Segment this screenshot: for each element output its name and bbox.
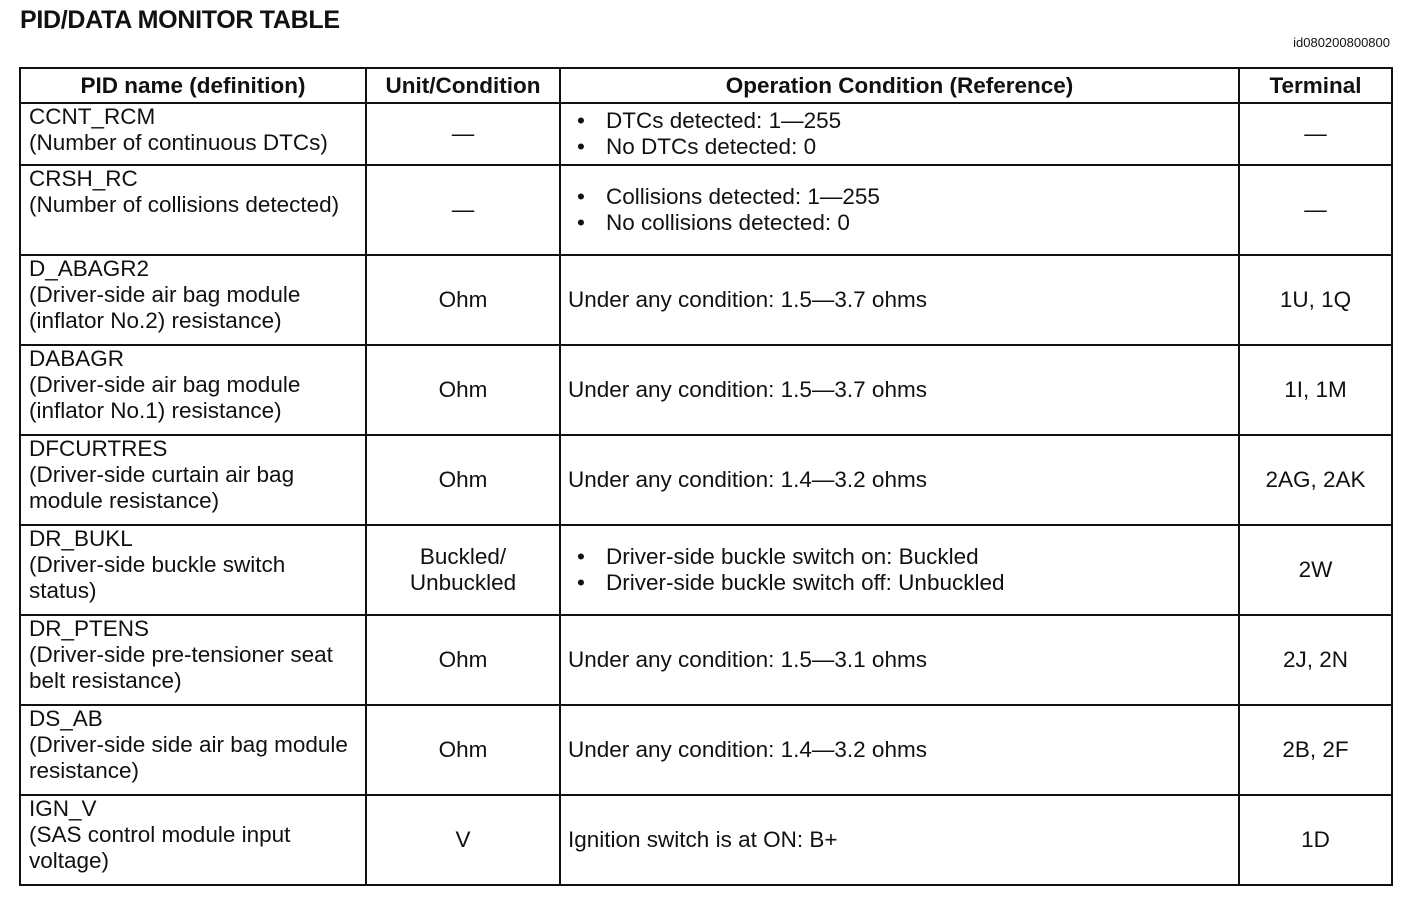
table-row	[20, 345, 1392, 435]
pid-cell	[20, 103, 366, 165]
condition-cell: Under any condition: 1.5—3.7 ohms	[560, 255, 1239, 345]
document-title: PID/DATA MONITOR TABLE	[20, 6, 340, 34]
table-header-row	[20, 68, 1392, 103]
pid-definition: (Number of continuous DTCs)	[29, 130, 328, 155]
pid-monitor-table	[19, 67, 1393, 886]
pid-definition: (Driver-side buckle switch status)	[29, 552, 286, 603]
unit-cell: Ohm	[366, 705, 560, 795]
pid-cell	[20, 525, 366, 615]
header-pid-name: PID name (definition)	[20, 68, 366, 103]
pid-name: DS_AB	[29, 706, 103, 731]
pid-definition: (Driver-side pre-tensioner seat belt resistance)	[29, 642, 333, 693]
terminal-cell: 2W	[1239, 525, 1392, 615]
pid-name: DFCURTRES	[29, 436, 168, 461]
terminal-cell: 2B, 2F	[1239, 705, 1392, 795]
pid-name: DABAGR	[29, 346, 125, 371]
pid-cell	[20, 255, 366, 345]
header-operation-condition: Operation Condition (Reference)	[560, 68, 1239, 103]
table-row	[20, 255, 1392, 345]
condition-cell	[560, 165, 1239, 255]
terminal-cell: 2AG, 2AK	[1239, 435, 1392, 525]
pid-definition: (Driver-side air bag module (inflator No.2) resistance)	[29, 282, 301, 333]
condition-list	[568, 108, 1232, 160]
pid-definition: (Driver-side air bag module (inflator No.1) resistance)	[29, 372, 301, 423]
pid-name: CRSH_RC	[29, 166, 138, 191]
condition-cell: Ignition switch is at ON: B+	[560, 795, 1239, 885]
pid-cell	[20, 435, 366, 525]
pid-definition: (Driver-side side air bag module resistance)	[29, 732, 348, 783]
unit-cell: Ohm	[366, 435, 560, 525]
pid-name: DR_PTENS	[29, 616, 150, 641]
condition-cell: Under any condition: 1.5—3.1 ohms	[560, 615, 1239, 705]
table-row	[20, 615, 1392, 705]
terminal-cell: 1D	[1239, 795, 1392, 885]
condition-list	[568, 544, 1232, 596]
terminal-cell: —	[1239, 165, 1392, 255]
pid-cell	[20, 165, 366, 255]
condition-cell	[560, 103, 1239, 165]
unit-cell	[366, 525, 560, 615]
header-unit-condition: Unit/Condition	[366, 68, 560, 103]
condition-cell: Under any condition: 1.4—3.2 ohms	[560, 705, 1239, 795]
unit-cell: Ohm	[366, 255, 560, 345]
pid-definition: (SAS control module input voltage)	[29, 822, 291, 873]
pid-cell	[20, 615, 366, 705]
table-row	[20, 103, 1392, 165]
unit-cell: V	[366, 795, 560, 885]
document-id: id080200800800	[1293, 35, 1390, 50]
pid-cell	[20, 705, 366, 795]
condition-item: • DTCs detected: 1—255	[568, 108, 1232, 134]
terminal-cell: 2J, 2N	[1239, 615, 1392, 705]
unit-cell: —	[366, 165, 560, 255]
condition-cell	[560, 525, 1239, 615]
terminal-cell: 1U, 1Q	[1239, 255, 1392, 345]
condition-cell: Under any condition: 1.4—3.2 ohms	[560, 435, 1239, 525]
pid-definition: (Driver-side curtain air bag module resistance)	[29, 462, 295, 513]
terminal-cell: 1I, 1M	[1239, 345, 1392, 435]
condition-item: • Driver-side buckle switch on: Buckled	[568, 544, 1232, 570]
pid-cell	[20, 795, 366, 885]
pid-cell	[20, 345, 366, 435]
pid-name: DR_BUKL	[29, 526, 133, 551]
pid-definition: (Number of collisions detected)	[29, 192, 340, 217]
unit-cell: Ohm	[366, 345, 560, 435]
condition-item: • Collisions detected: 1—255	[568, 184, 1232, 210]
condition-item: • Driver-side buckle switch off: Unbuckled	[568, 570, 1232, 596]
unit-cell: Ohm	[366, 615, 560, 705]
condition-cell: Under any condition: 1.5—3.7 ohms	[560, 345, 1239, 435]
table-row	[20, 525, 1392, 615]
table-row	[20, 165, 1392, 255]
table-row	[20, 705, 1392, 795]
header-terminal: Terminal	[1239, 68, 1392, 103]
pid-name: IGN_V	[29, 796, 97, 821]
condition-list	[568, 184, 1232, 236]
pid-name: CCNT_RCM	[29, 104, 156, 129]
table-row	[20, 435, 1392, 525]
unit-value: Buckled/ Unbuckled	[409, 544, 517, 595]
unit-cell: —	[366, 103, 560, 165]
pid-name: D_ABAGR2	[29, 256, 150, 281]
table-row	[20, 795, 1392, 885]
condition-item: • No collisions detected: 0	[568, 210, 1232, 236]
condition-item: • No DTCs detected: 0	[568, 134, 1232, 160]
terminal-cell: —	[1239, 103, 1392, 165]
